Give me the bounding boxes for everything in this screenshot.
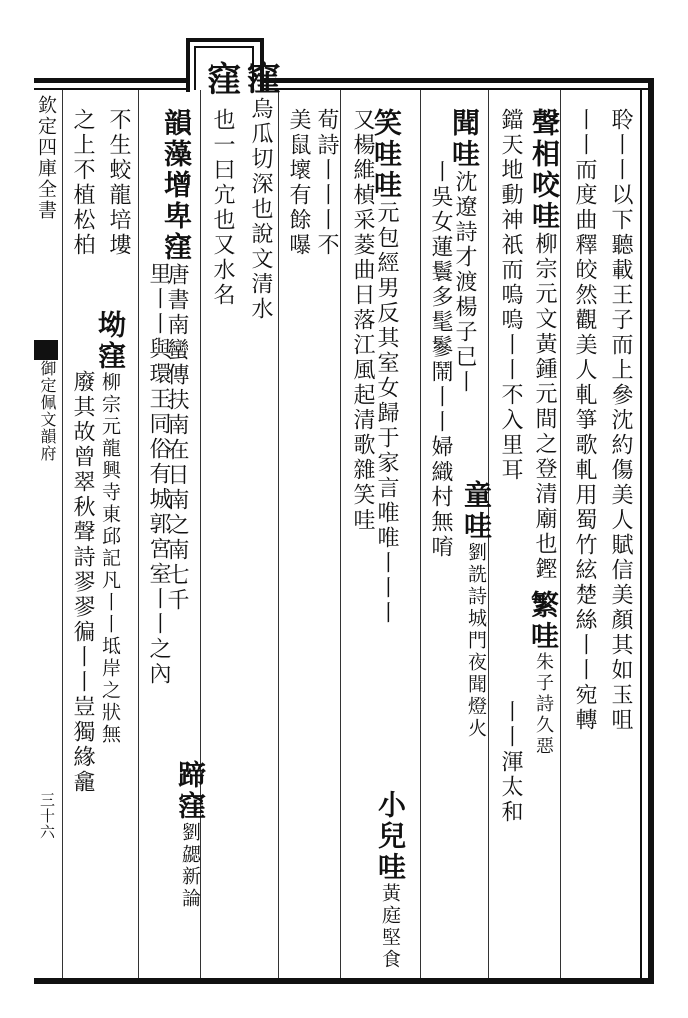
column-text: 沈遼詩才渡楊子已丨 xyxy=(452,170,477,395)
column-text: 朱子詩久惡 xyxy=(533,652,554,757)
frame-bottom-border xyxy=(34,978,654,984)
text-column-15 xyxy=(142,262,174,687)
column-text: 劉詵詩城門夜聞燈火 xyxy=(465,542,487,740)
fishtail-mark xyxy=(34,340,58,360)
text-column-12 xyxy=(240,60,280,322)
column-text: 之上不植松柏 xyxy=(70,108,95,258)
frame-top-border xyxy=(34,78,654,83)
column-text: 元包經男反其室女歸于家言唯唯丨丨丨 xyxy=(374,201,399,626)
text-column-17 xyxy=(66,108,98,258)
entry-headword: 笑哇哇 xyxy=(370,108,403,201)
text-column-2 xyxy=(568,108,600,733)
text-column-9 xyxy=(346,108,378,533)
column-rule xyxy=(420,90,421,978)
column-text: 鐺天地動神祇而嗚嗚丨丨不入里耳 xyxy=(498,108,523,483)
text-column-1 xyxy=(604,108,636,733)
column-text: 柳宗元文黃鍾元間之登清廟也鏗 xyxy=(532,232,557,582)
entry-headword: 聞哇 xyxy=(448,108,481,170)
text-column-6b xyxy=(460,480,493,740)
column-text: 烏瓜切深也說文清水 xyxy=(248,97,273,322)
entry-headword: 聲相咬哇 xyxy=(528,108,561,232)
column-text: 柳宗元龍興寺東邱記凡丨丨坻岸之狀無 xyxy=(99,372,121,746)
page-number: 三十六 xyxy=(38,792,56,840)
text-column-18 xyxy=(66,370,98,795)
text-column-9b xyxy=(374,790,407,971)
frame-right-border xyxy=(648,78,654,984)
column-text: 唐書南蠻傳扶南在日南之南七千 xyxy=(164,263,189,613)
entry-headword-main: 窪 xyxy=(240,60,280,97)
frame-top-inner-border xyxy=(34,88,654,90)
column-text: 又楊維楨采菱曲日落江風起清歌雜笑哇 xyxy=(350,108,375,533)
column-text: 也一曰宂也又水名 xyxy=(210,108,235,308)
column-text: 荀詩丨丨丨不 xyxy=(314,108,339,258)
frame-right-inner-border xyxy=(640,88,642,978)
column-rule xyxy=(138,90,139,978)
text-column-3 xyxy=(528,108,560,582)
column-text: 黃庭堅食 xyxy=(379,883,401,971)
margin-book-title: 欽定四庫全書 xyxy=(35,95,57,221)
text-column-4 xyxy=(494,700,526,825)
text-column-11 xyxy=(282,108,314,258)
text-column-14b xyxy=(174,760,207,910)
text-column-4a xyxy=(494,108,526,483)
text-column-7 xyxy=(424,160,456,560)
entry-headword: 韻藻增卑窪 xyxy=(160,108,193,263)
margin-section-title: 御定佩文韻府 xyxy=(38,360,57,462)
text-column-17b xyxy=(94,310,127,746)
entry-headword: 童哇 xyxy=(460,480,493,542)
column-rule xyxy=(278,90,279,978)
column-text: 不生蛟龍培塿 xyxy=(106,108,131,258)
entry-headword: 坳窪 xyxy=(94,310,127,372)
column-text: 劉勰新論 xyxy=(179,822,201,910)
text-column-10 xyxy=(310,108,342,258)
text-column-4b xyxy=(527,590,560,757)
text-column-16 xyxy=(102,108,134,258)
entry-headword: 蹄窪 xyxy=(174,760,207,822)
column-rule xyxy=(62,90,63,978)
column-text: 聆丨丨以下聽載王子而上參沈約傷美人賦信美顏其如玉咀 xyxy=(608,108,633,733)
entry-headword: 小兒哇 xyxy=(374,790,407,883)
text-column-13 xyxy=(206,108,238,308)
tab-char: 窪 xyxy=(207,60,241,100)
column-text: 丨吳女蓮鬟多髦鬖鬧丨丨婦織村無唷 xyxy=(428,160,453,560)
column-text: 丨丨渾太和 xyxy=(498,700,523,825)
column-text: 廢其故曾翠秋聲詩翏翏徧丨丨豈獨緣龕 xyxy=(70,370,95,795)
column-text: 美鼠壞有餘嚗 xyxy=(286,108,311,258)
column-text: 丨丨而度曲釋皎然觀美人軋箏歌軋用蜀竹絃楚絲丨丨宛轉 xyxy=(572,108,597,733)
column-text: 里丨丨與環王同俗有城郭宮室丨丨之內 xyxy=(146,262,171,687)
entry-headword: 繁哇 xyxy=(527,590,560,652)
